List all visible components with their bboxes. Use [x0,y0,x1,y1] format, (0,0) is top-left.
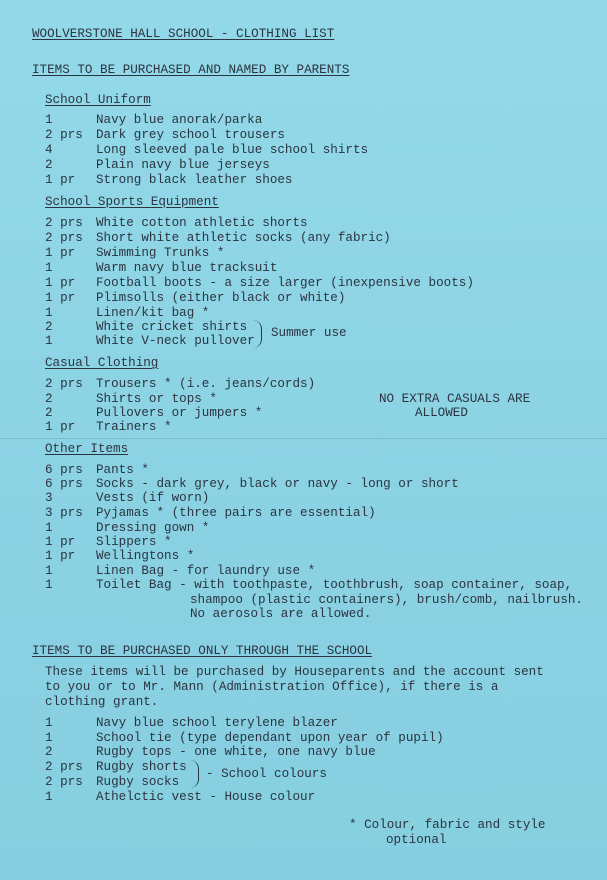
item-desc: Navy blue anorak/parka [96,113,263,127]
qty: 1 pr [45,535,76,549]
qty: 2 [45,320,53,334]
qty: 1 pr [45,173,76,187]
section1-heading: ITEMS TO BE PURCHASED AND NAMED BY PARENTS [32,63,350,77]
item-desc: Short white athletic socks (any fabric) [96,231,391,245]
item-desc: White cotton athletic shorts [96,216,308,230]
qty: 1 pr [45,276,76,290]
qty: 1 [45,790,53,804]
section2-intro-line2: to you or to Mr. Mann (Administration Office), if there is a [45,680,499,694]
item-desc: Slippers * [96,535,172,549]
casuals-notice-line2: ALLOWED [415,406,468,420]
item-desc: Pyjamas * (three pairs are essential) [96,506,376,520]
item-desc-continued: No aerosols are allowed. [190,607,372,621]
qty: 1 [45,113,53,127]
qty: 1 [45,578,53,592]
sports-heading: School Sports Equipment [45,195,219,209]
item-desc: Dark grey school trousers [96,128,285,142]
summer-use-note: Summer use [271,326,347,340]
item-desc: Socks - dark grey, black or navy - long or short [96,477,459,491]
school-colours-brace [190,760,199,788]
qty: 2 prs [45,377,83,391]
item-desc: Rugby shorts [96,760,187,774]
item-desc: Linen Bag - for laundry use * [96,564,316,578]
item-desc: Long sleeved pale blue school shirts [96,143,369,157]
qty: 1 [45,306,53,320]
item-desc: Warm navy blue tracksuit [96,261,278,275]
qty: 1 [45,564,53,578]
qty: 2 prs [45,128,83,142]
qty: 3 [45,491,53,505]
item-desc: White cricket shirts [96,320,248,334]
qty: 1 pr [45,549,76,563]
item-desc: Linen/kit bag * [96,306,210,320]
qty: 2 prs [45,231,83,245]
document-title: WOOLVERSTONE HALL SCHOOL - CLOTHING LIST [32,27,335,41]
qty: 4 [45,143,53,157]
item-desc: Strong black leather shoes [96,173,293,187]
qty: 2 prs [45,775,83,789]
item-desc: School tie (type dependant upon year of pupil) [96,731,444,745]
qty: 1 [45,731,53,745]
footnote-line1: * Colour, fabric and style [349,818,546,832]
item-desc-continued: shampoo (plastic containers), brush/comb, nailbrush. [190,593,583,607]
qty: 2 [45,745,53,759]
qty: 2 [45,406,53,420]
section2-intro-line1: These items will be purchased by Houseparents and the account sent [45,665,544,679]
qty: 2 [45,392,53,406]
other-heading: Other Items [45,442,129,456]
item-desc: Trousers * (i.e. jeans/cords) [96,377,316,391]
footnote-line2: optional [386,833,447,847]
qty: 2 [45,158,53,172]
item-desc: Navy blue school terylene blazer [96,716,338,730]
qty: 1 [45,716,53,730]
item-desc: Trainers * [96,420,172,434]
item-desc: Pants * [96,463,149,477]
casuals-notice-line1: NO EXTRA CASUALS ARE [379,392,531,406]
item-desc: Football boots - a size larger (inexpensive boots) [96,276,474,290]
qty: 1 pr [45,291,76,305]
qty: 6 prs [45,477,83,491]
qty: 6 prs [45,463,83,477]
section2-heading: ITEMS TO BE PURCHASED ONLY THROUGH THE SCHOOL [32,644,373,658]
qty: 1 [45,261,53,275]
paper-fold-crease [0,438,607,439]
item-desc: White V-neck pullover [96,334,255,348]
item-desc: Dressing gown * [96,521,210,535]
item-desc: Athelctic vest - House colour [96,790,316,804]
item-desc: Plain navy blue jerseys [96,158,270,172]
school-colours-note: - School colours [206,767,327,781]
summer-use-brace [253,320,262,348]
qty: 1 pr [45,420,76,434]
item-desc: Wellingtons * [96,549,195,563]
item-desc: Toilet Bag - with toothpaste, toothbrush, soap container, soap, [96,578,573,592]
qty: 1 pr [45,246,76,260]
item-desc: Rugby tops - one white, one navy blue [96,745,376,759]
qty: 3 prs [45,506,83,520]
item-desc: Vests (if worn) [96,491,210,505]
qty: 1 [45,521,53,535]
qty: 2 prs [45,760,83,774]
qty: 1 [45,334,53,348]
item-desc: Plimsolls (either black or white) [96,291,346,305]
uniform-heading: School Uniform [45,93,151,107]
item-desc: Shirts or tops * [96,392,217,406]
item-desc: Rugby socks [96,775,180,789]
qty: 2 prs [45,216,83,230]
item-desc: Swimming Trunks * [96,246,225,260]
item-desc: Pullovers or jumpers * [96,406,263,420]
casual-heading: Casual Clothing [45,356,159,370]
section2-intro-line3: clothing grant. [45,695,159,709]
